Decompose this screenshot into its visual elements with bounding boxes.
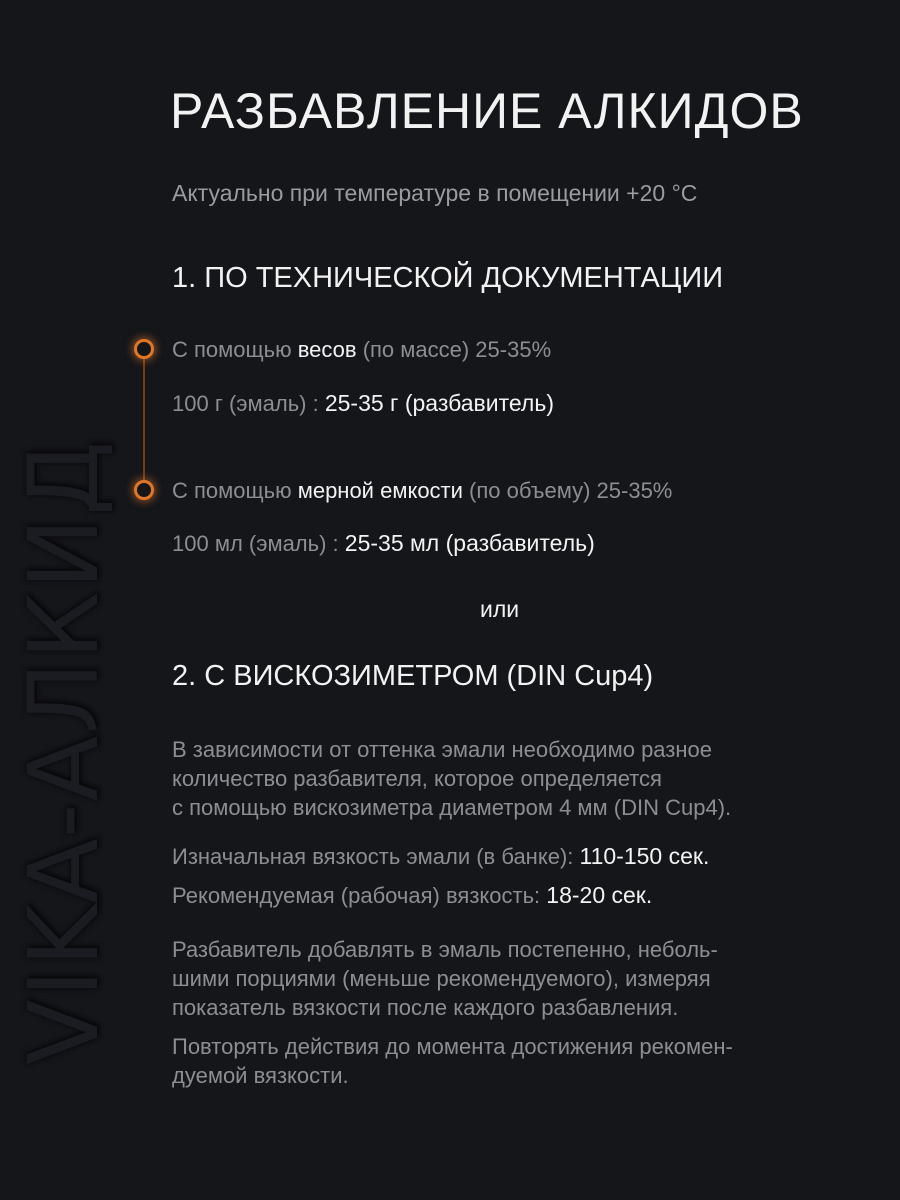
intro-line: с помощью вискозиметра диаметром 4 мм (DIN Cup4). — [172, 795, 732, 820]
paragraph-line: шими порциями (меньше рекомендуемого), измеряя — [172, 966, 711, 991]
bullet-dot-icon — [134, 480, 154, 500]
method-keyword: мерной емкости — [297, 478, 463, 503]
method-measuring-cup — [172, 478, 672, 504]
viscometer-intro — [172, 735, 862, 822]
method-prefix: С помощью — [172, 337, 292, 362]
timeline-line — [143, 350, 145, 490]
working-viscosity-value: 18-20 сек. — [546, 882, 653, 908]
section1-heading: 1. ПО ТЕХНИЧЕСКОЙ ДОКУМЕНТАЦИИ — [172, 262, 724, 294]
initial-viscosity-label: Изначальная вязкость эмали (в банке): — [172, 844, 574, 869]
intro-line: количество разбавителя, которое определяется — [172, 766, 662, 791]
ratio-right: 25-35 мл (разбавитель) — [344, 530, 595, 556]
method-suffix: (по объему) 25-35% — [469, 478, 673, 503]
method-suffix: (по массе) 25-35% — [362, 337, 552, 362]
paragraph-line: Разбавитель добавлять в эмаль постепенно, неболь- — [172, 937, 718, 962]
temperature-note: Актуально при температуре в помещении +20 °С — [172, 180, 698, 206]
instruction-paragraph-1 — [172, 935, 862, 1022]
paragraph-line: дуемой вязкости. — [172, 1063, 349, 1088]
method-prefix: С помощью — [172, 478, 292, 503]
initial-viscosity — [172, 843, 709, 870]
ratio-right: 25-35 г (разбавитель) — [324, 390, 554, 416]
brand-watermark: VIKA-АЛКИД — [8, 438, 120, 1065]
ratio-left: 100 мл (эмаль) : — [172, 531, 339, 556]
page-title: РАЗБАВЛЕНИЕ АЛКИДОВ — [170, 83, 804, 139]
working-viscosity-label: Рекомендуемая (рабочая) вязкость: — [172, 883, 541, 908]
ratio-left: 100 г (эмаль) : — [172, 391, 319, 416]
bullet-dot-icon — [134, 339, 154, 359]
method-scales — [172, 337, 551, 363]
paragraph-line: Повторять действия до момента достижения рекомен- — [172, 1034, 733, 1059]
method-keyword: весов — [297, 337, 357, 362]
ratio-volume — [172, 530, 595, 557]
or-separator: или — [480, 596, 520, 622]
intro-line: В зависимости от оттенка эмали необходимо разное — [172, 737, 712, 762]
section2-heading: 2. С ВИСКОЗИМЕТРОМ (DIN Cup4) — [172, 660, 654, 692]
paragraph-line: показатель вязкости после каждого разбавления. — [172, 995, 679, 1020]
initial-viscosity-value: 110-150 сек. — [579, 843, 710, 869]
working-viscosity — [172, 882, 652, 909]
instruction-paragraph-2 — [172, 1032, 862, 1090]
ratio-mass — [172, 390, 554, 417]
